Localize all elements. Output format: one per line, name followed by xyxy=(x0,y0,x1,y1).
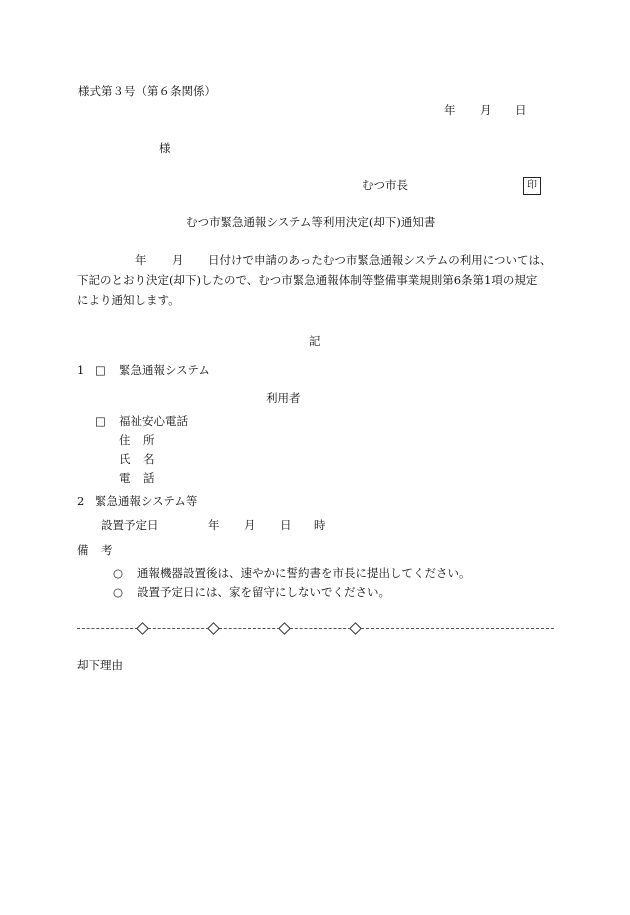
cut-line-diamond xyxy=(207,622,220,635)
item1-number: 1 xyxy=(77,363,85,377)
date-day: 日 xyxy=(515,103,527,117)
cut-line-segment xyxy=(219,628,280,629)
remarks-label-b: 考 xyxy=(101,543,113,557)
rejection-reason-label: 却下理由 xyxy=(77,658,123,672)
welfare-label: 福祉安心電話 xyxy=(119,414,188,428)
body-year: 年 xyxy=(135,253,147,267)
name-label-b: 名 xyxy=(143,452,155,466)
remarks-label-a: 備 xyxy=(77,543,89,557)
ki-heading: 記 xyxy=(309,334,321,348)
address-label-a: 住 xyxy=(119,433,131,447)
date-month: 月 xyxy=(480,103,492,117)
item1-checkbox[interactable]: □ xyxy=(95,363,106,377)
addressee-suffix: 様 xyxy=(159,141,171,155)
install-date-label: 設置予定日 xyxy=(101,518,159,532)
phone-label-b: 話 xyxy=(143,471,155,485)
user-label: 利用者 xyxy=(266,391,301,405)
issuer-title: むつ市長 xyxy=(362,178,408,192)
cut-line-diamond xyxy=(278,622,291,635)
welfare-checkbox[interactable]: □ xyxy=(95,414,106,428)
cut-line-segment xyxy=(77,628,138,629)
body-line-2: 下記のとおり決定(却下)したので、むつ市緊急通報体制等整備事業規則第6条第1項の規定 xyxy=(77,273,538,287)
cut-line-diamond xyxy=(136,622,149,635)
remark-2-text: 設置予定日には、家を留守にしないでください。 xyxy=(137,585,390,599)
phone-label-a: 電 xyxy=(119,471,131,485)
remark-1-bullet: ○ xyxy=(113,566,124,580)
remark-1-text: 通報機器設置後は、速やかに誓約書を市長に提出してください。 xyxy=(137,566,471,580)
body-line-3: により通知します。 xyxy=(77,293,180,307)
cut-line-segment xyxy=(290,628,351,629)
item1-label: 緊急通報システム xyxy=(119,363,210,377)
seal-mark: 印 xyxy=(523,177,541,195)
body-month: 月 xyxy=(172,253,184,267)
date-year: 年 xyxy=(444,103,456,117)
cut-line-segment xyxy=(148,628,209,629)
item2-label: 緊急通報システム等 xyxy=(95,494,198,508)
name-label-a: 氏 xyxy=(119,452,131,466)
body-line-1: 日付けで申請のあったむつ市緊急通報システムの利用については、 xyxy=(208,253,552,267)
cut-line-segment xyxy=(361,628,554,629)
address-label-b: 所 xyxy=(143,433,155,447)
install-year: 年 xyxy=(208,518,220,532)
install-hour: 時 xyxy=(314,518,326,532)
document-title: むつ市緊急通報システム等利用決定(却下)通知書 xyxy=(186,215,436,229)
remark-2-bullet: ○ xyxy=(113,585,124,599)
cut-line-diamond xyxy=(349,622,362,635)
form-number: 様式第３号（第６条関係） xyxy=(78,84,216,98)
install-day: 日 xyxy=(280,518,292,532)
item2-number: 2 xyxy=(77,494,85,508)
install-month: 月 xyxy=(244,518,256,532)
